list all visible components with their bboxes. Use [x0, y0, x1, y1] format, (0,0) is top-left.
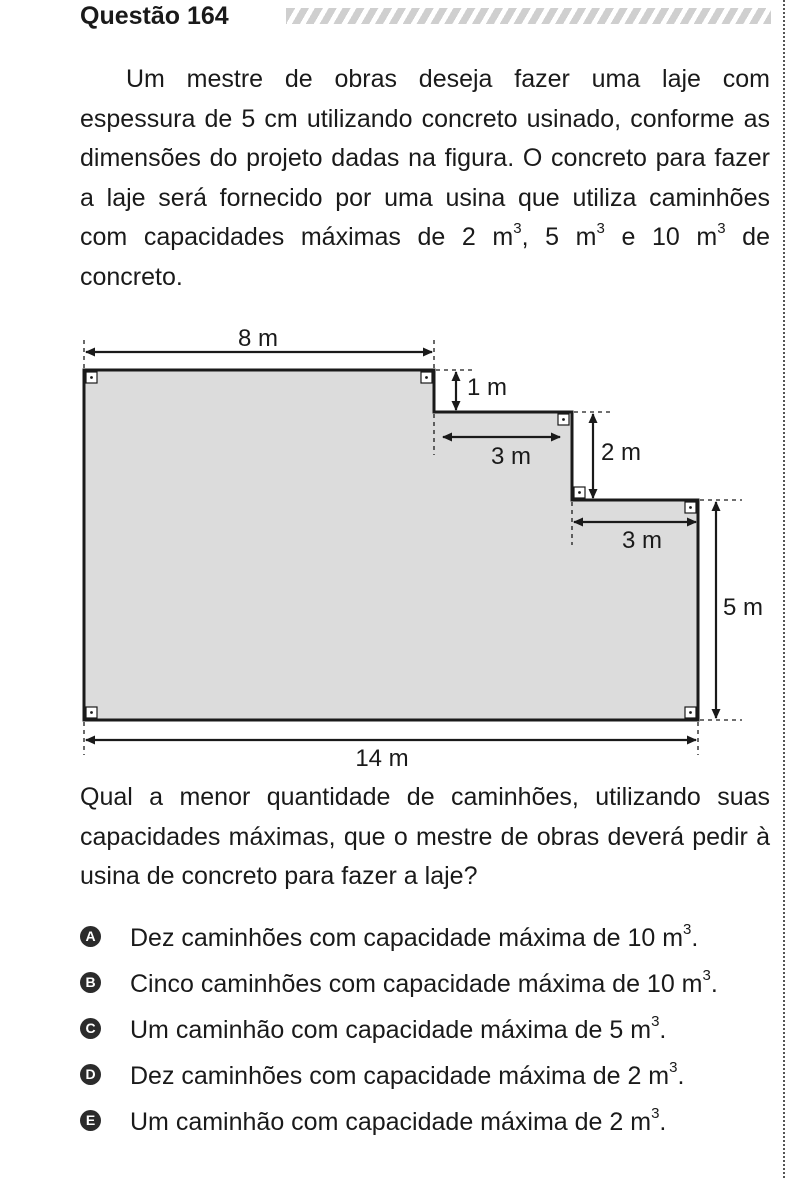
statement-text: Um mestre de obras deseja fazer uma laje com espessura de 5 cm utilizando concreto usinado, conforme as dimensões do projeto dadas na figura. O concreto para fazer a laje será fornecido por uma usina que utiliza caminhões com capacidades máximas de 2 m [80, 65, 770, 251]
option-letter-badge: E [80, 1110, 101, 1131]
label-second-step-height: 2 m [601, 439, 642, 466]
option-d[interactable] [80, 1056, 780, 1102]
option-c[interactable] [80, 1010, 780, 1056]
option-punctuation: . [677, 1062, 685, 1090]
option-letter-badge: D [80, 1064, 101, 1085]
question-header [80, 0, 772, 32]
option-punctuation: . [710, 970, 718, 998]
label-top-width: 8 m [237, 325, 279, 352]
label-first-step-width: 3 m [490, 443, 532, 470]
label-right-height: 5 m [723, 594, 764, 621]
header-stripe-decoration [286, 8, 771, 24]
option-text: Um caminhão com capacidade máxima de 5 m [130, 1016, 652, 1044]
statement-text: , 5 m [521, 223, 597, 251]
statement-exponent: 3 [596, 220, 605, 237]
option-text: Um caminhão com capacidade máxima de 2 m [130, 1108, 652, 1136]
question-title: Questão 164 [80, 2, 229, 30]
option-punctuation: . [691, 924, 699, 952]
option-exponent: 3 [651, 1105, 660, 1122]
option-text: Cinco caminhões com capacidade máxima de 10 m [130, 970, 703, 998]
option-letter-badge: C [80, 1018, 101, 1039]
option-exponent: 3 [669, 1059, 678, 1076]
option-exponent: 3 [702, 967, 711, 984]
option-text: Dez caminhões com capacidade máxima de 10 m [130, 924, 684, 952]
label-bottom-width: 14 m [355, 745, 409, 772]
slab-shape [84, 370, 698, 720]
question-text: Qual a menor quantidade de caminhões, utilizando suas capacidades máximas, que o mestre de obras deverá pedir à usina de concreto para fazer a laje? [80, 783, 770, 890]
statement-text: de concreto. [80, 223, 770, 291]
option-letter-badge: A [80, 926, 101, 947]
option-letter-badge: B [80, 972, 101, 993]
option-punctuation: . [659, 1016, 667, 1044]
option-b[interactable] [80, 964, 780, 1010]
statement-exponent: 3 [513, 220, 522, 237]
option-punctuation: . [659, 1108, 667, 1136]
option-exponent: 3 [651, 1013, 660, 1030]
answer-options [80, 918, 780, 1148]
question-statement [80, 60, 770, 297]
label-first-step-height: 1 m [467, 374, 508, 401]
slab-figure [0, 320, 788, 780]
label-second-step-width: 3 m [621, 527, 663, 554]
option-exponent: 3 [683, 921, 692, 938]
statement-exponent: 3 [717, 220, 726, 237]
option-e[interactable] [80, 1102, 780, 1148]
option-a[interactable] [80, 918, 780, 964]
statement-text: e 10 m [604, 223, 718, 251]
option-text: Dez caminhões com capacidade máxima de 2 m [130, 1062, 670, 1090]
